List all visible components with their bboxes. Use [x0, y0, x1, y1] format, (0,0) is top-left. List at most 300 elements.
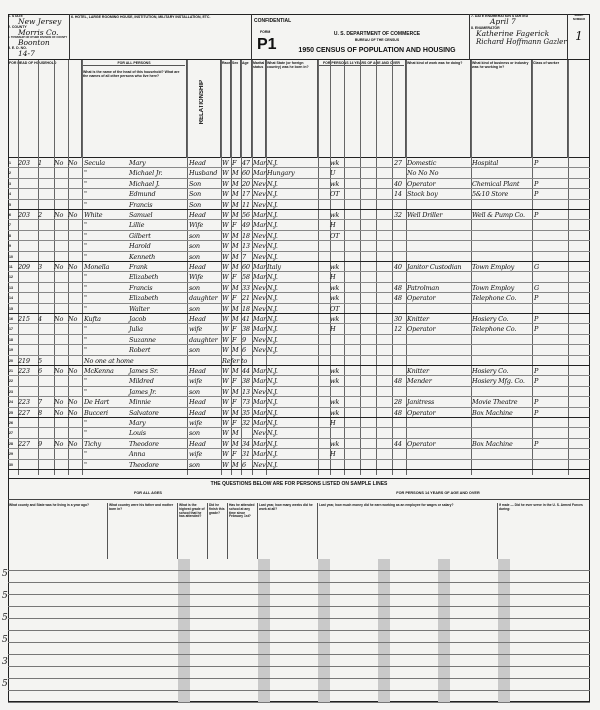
- shaded-code-box: [378, 595, 390, 606]
- cell-given: Anna: [129, 450, 146, 459]
- cell-mar: Mar: [253, 367, 267, 375]
- cell-acre: No: [68, 263, 78, 271]
- cell-rel: Head: [189, 408, 206, 417]
- line-number: 18: [9, 337, 13, 342]
- table-row: [8, 179, 590, 189]
- cell-acre: No: [68, 439, 78, 448]
- relationship-label: RELATIONSHIP: [199, 80, 205, 125]
- age-header: [241, 60, 252, 158]
- shaded-code-box: [498, 583, 510, 594]
- form-number: P1: [257, 36, 277, 53]
- shaded-code-box: [498, 571, 510, 582]
- shaded-code-box: [498, 595, 510, 606]
- line-number: 1: [9, 161, 11, 165]
- line-number: 11: [9, 265, 13, 269]
- line-number: 7: [9, 223, 11, 228]
- cell-hrs: 28: [394, 398, 402, 407]
- cell-code: P: [534, 179, 539, 188]
- cell-race: W: [222, 190, 229, 199]
- cell-occ: Operator: [407, 325, 436, 334]
- date-value: April 7: [490, 17, 516, 26]
- cell-acre: No: [68, 211, 78, 219]
- grade-question: [178, 503, 208, 559]
- cell-hh: 3: [38, 263, 42, 271]
- cell-mar: Nev: [253, 179, 266, 188]
- shaded-code-box: [438, 583, 450, 594]
- cell-occ: Operator: [407, 439, 436, 448]
- cell-bp: N.J.: [267, 304, 278, 313]
- cell-race: W: [222, 252, 229, 261]
- cell-ind: Hospital: [472, 159, 499, 167]
- cell-rel: Head: [189, 315, 206, 323]
- cell-hh: 9: [38, 439, 42, 448]
- line-number: 19: [9, 348, 13, 353]
- cell-mar: Nev: [253, 387, 266, 396]
- age-label: Age: [242, 61, 249, 65]
- form-header: [8, 14, 590, 60]
- cell-age: 20: [242, 179, 250, 188]
- cell-age: 56: [242, 211, 250, 219]
- cell-rel: Wife: [189, 273, 204, 282]
- shaded-code-box: [378, 607, 390, 618]
- table-row: [8, 272, 590, 282]
- shaded-code-box: [318, 691, 330, 702]
- cell-sur: ": [84, 169, 87, 178]
- sheet-number: 1: [575, 29, 583, 43]
- cell-given: Michael Jr.: [129, 169, 163, 178]
- cell-bp: N.J.: [267, 231, 278, 240]
- cell-bp: N.J.: [267, 200, 278, 209]
- cell-ind: Hosiery Co.: [472, 367, 509, 375]
- cell-dw: 203: [18, 159, 30, 167]
- state-label: 1. STATE: [8, 14, 23, 18]
- cell-race: W: [222, 335, 229, 344]
- cell-given: Harold: [129, 242, 151, 251]
- occupation-label: What kind of work was he doing?: [407, 61, 463, 65]
- cell-mar: Mar: [253, 419, 267, 427]
- cell-hrs: 44: [394, 439, 402, 448]
- supervisor-signature: Richard Hoffmann Gazler: [476, 38, 567, 46]
- township-label: 4. TOWNSHIP OR OTHER DIVISION OF COUNTY: [8, 36, 68, 39]
- shaded-code-box: [258, 619, 270, 630]
- cell-rel: Head: [189, 367, 206, 375]
- industry-label: What kind of business or industry was he working in?: [472, 61, 529, 69]
- cell-sur: ": [84, 377, 87, 386]
- title-block: [252, 14, 470, 60]
- cell-mar: Nev: [253, 460, 266, 469]
- shaded-code-box: [438, 595, 450, 606]
- table-row: [8, 200, 590, 210]
- cell-sur: ": [84, 335, 87, 344]
- cell-bp: N.J.: [267, 242, 278, 251]
- cell-age: 58: [242, 273, 250, 282]
- cell-dw: 209: [18, 263, 30, 271]
- cell-acre: No: [68, 159, 78, 167]
- shaded-code-box: [498, 691, 510, 702]
- parents-question-text: What country were his father and mother born in?: [109, 503, 174, 511]
- cell-bp: N.J.: [267, 367, 278, 375]
- cell-bp: N.J.: [267, 315, 278, 323]
- table-row: [8, 449, 590, 459]
- shaded-code-box: [498, 631, 510, 642]
- shaded-code-box: [498, 655, 510, 666]
- cell-bp: N.J.: [267, 387, 278, 396]
- residence-question-text: What county and State was he living in a year ago?: [9, 503, 90, 507]
- shaded-code-box: [378, 643, 390, 654]
- table-row: [8, 335, 590, 345]
- cell-race: W: [222, 294, 229, 303]
- cell-bp: N.J.: [267, 283, 278, 292]
- cell-occ: Stock boy: [407, 190, 438, 199]
- shaded-code-box: [438, 679, 450, 690]
- cell-race: W: [222, 367, 229, 375]
- cell-rel: son: [189, 242, 200, 251]
- table-row: [8, 418, 590, 428]
- cell-mar: Nev: [253, 283, 266, 292]
- cell-hh: 4: [38, 315, 42, 323]
- cell-rel: Head: [189, 211, 206, 219]
- line-number: 12: [9, 275, 13, 280]
- cell-mar: Nev: [253, 304, 266, 313]
- shaded-code-box: [318, 667, 330, 678]
- table-row: [8, 252, 590, 262]
- shaded-code-box: [438, 619, 450, 630]
- shaded-code-box: [318, 619, 330, 630]
- shaded-code-box: [438, 559, 450, 570]
- table-row: [8, 356, 590, 366]
- race-label: Race: [222, 61, 231, 65]
- table-row: [8, 158, 590, 168]
- cell-race: W: [222, 325, 229, 334]
- cell-occ: Operator: [407, 179, 436, 188]
- cell-age: 34: [242, 439, 250, 448]
- sample-row: [8, 679, 590, 691]
- cell-sur: Secula: [84, 159, 105, 167]
- cell-occ: Mender: [407, 377, 432, 386]
- sample-row: [8, 691, 590, 703]
- cell-sur: No one at home: [84, 356, 134, 365]
- cell-age: 60: [242, 263, 250, 271]
- sample-row: [8, 583, 590, 595]
- cell-farm: No: [54, 398, 64, 407]
- shaded-code-box: [258, 655, 270, 666]
- cell-sur: ": [84, 294, 87, 303]
- ed-label: 5. E. D. NO.: [8, 46, 27, 50]
- cell-mar: Mar: [253, 273, 267, 282]
- cell-hrs: 40: [394, 263, 402, 271]
- cell-given: Julia: [129, 325, 143, 334]
- cell-bp: N.J.: [267, 221, 278, 230]
- cell-ind: Well & Pump Co.: [472, 211, 525, 219]
- school-question-text: Has he attended school at any time since February 1st?: [229, 503, 255, 519]
- cell-sur: Tichy: [84, 439, 101, 448]
- shaded-code-box: [498, 679, 510, 690]
- marital-label: Marital status: [253, 61, 265, 69]
- cell-sex: M: [232, 315, 239, 323]
- sample-row: [8, 607, 590, 619]
- cell-given: Salvatore: [129, 408, 159, 417]
- cell-age: 73: [242, 398, 250, 407]
- cell-sur: Kufta: [84, 315, 101, 323]
- cell-code: P: [534, 211, 539, 219]
- cell-sex: F: [232, 294, 237, 303]
- line-number: 29: [9, 452, 13, 457]
- cell-dw: 219: [18, 356, 30, 365]
- shaded-code-box: [258, 691, 270, 702]
- cell-act: H: [330, 221, 336, 230]
- cell-rel: Son: [189, 179, 201, 188]
- table-row: [8, 262, 590, 272]
- sample-row: [8, 559, 590, 571]
- cell-mar: Nev: [253, 252, 266, 261]
- shaded-code-box: [438, 691, 450, 702]
- column-headers: [8, 60, 590, 158]
- cell-code: G: [534, 263, 539, 271]
- cell-bp: N.J.: [267, 252, 278, 261]
- sex-label: Sex: [232, 61, 239, 65]
- table-row: [8, 428, 590, 438]
- cell-sur: ": [84, 200, 87, 209]
- sample-row: [8, 571, 590, 583]
- cell-race: W: [222, 242, 229, 251]
- cell-sex: M: [232, 169, 239, 178]
- cell-age: 11: [242, 200, 250, 209]
- weeks-question: [258, 503, 318, 559]
- cell-given: Walter: [129, 304, 150, 313]
- shaded-code-box: [438, 631, 450, 642]
- line-number: 16: [9, 317, 13, 321]
- race-header: [221, 60, 231, 158]
- cell-given: Frank: [129, 263, 148, 271]
- cell-mar: Nev: [253, 242, 266, 251]
- shaded-code-box: [378, 571, 390, 582]
- cell-sex: M: [232, 429, 239, 438]
- cell-sur: ": [84, 179, 87, 188]
- margin-mark: 3: [2, 657, 8, 667]
- cell-farm: No: [54, 159, 64, 167]
- shaded-code-box: [438, 571, 450, 582]
- cell-bp: N.J.: [267, 335, 278, 344]
- sample-row: [8, 631, 590, 643]
- cell-acre: No: [68, 408, 78, 417]
- cell-bp: N.J.: [267, 377, 278, 386]
- table-row: [8, 189, 590, 199]
- cell-race: W: [222, 283, 229, 292]
- cell-sex: M: [232, 387, 239, 396]
- cell-race: W: [222, 460, 229, 469]
- line-number: 23: [9, 389, 13, 394]
- cell-age: 6: [242, 346, 246, 355]
- cell-sex: M: [232, 179, 239, 188]
- institution-label: 6. HOTEL, LARGE ROOMING HOUSE, INSTITUTION, MILITARY INSTALLATION, ETC.: [71, 15, 211, 19]
- shaded-code-box: [318, 559, 330, 570]
- shaded-code-box: [178, 679, 190, 690]
- cell-race: W: [222, 221, 229, 230]
- section-divider: [8, 499, 590, 500]
- county-label: 2. COUNTY: [8, 25, 27, 29]
- department-title: U. S. DEPARTMENT OF COMMERCE: [333, 31, 421, 37]
- cell-age: 18: [242, 304, 250, 313]
- cell-sex: F: [232, 325, 237, 334]
- county-value: Morris Co.: [18, 28, 59, 37]
- name-question: What is the name of the head of this household? What are the names of all other persons who live here?: [83, 70, 180, 78]
- cell-act: wk: [330, 294, 340, 303]
- cell-sex: F: [232, 159, 237, 167]
- shaded-code-box: [438, 667, 450, 678]
- cell-mar: Mar: [253, 263, 267, 271]
- industry-header: [471, 60, 532, 158]
- cell-code: P: [534, 315, 539, 323]
- class-label: Class of worker: [533, 61, 560, 65]
- shaded-code-box: [498, 559, 510, 570]
- relationship-header: [187, 60, 221, 158]
- cell-ind: Town Employ: [472, 283, 515, 292]
- cell-age: 41: [242, 315, 250, 323]
- cell-sur: ": [84, 346, 87, 355]
- cell-race: W: [222, 179, 229, 188]
- cell-rel: Head: [189, 263, 206, 271]
- cell-given: Mildred: [129, 377, 154, 386]
- cell-age: 60: [242, 169, 250, 178]
- cell-rel: Head: [189, 439, 206, 448]
- cell-sex: M: [232, 439, 239, 448]
- table-row: [8, 283, 590, 293]
- cell-race: W: [222, 408, 229, 417]
- cell-hh: 1: [38, 159, 42, 167]
- cell-race: W: [222, 169, 229, 178]
- household-header: [8, 60, 82, 158]
- cell-rel: Wife: [189, 221, 204, 230]
- cell-given: James Jr.: [129, 387, 157, 396]
- cell-rel: Husband: [189, 169, 218, 178]
- cell-sur: ": [84, 387, 87, 396]
- cell-rel: daughter: [189, 335, 218, 344]
- school-question: [228, 503, 258, 559]
- shaded-code-box: [258, 607, 270, 618]
- birthplace-label: What State (or foreign country) was he born in?: [267, 61, 309, 69]
- table-row: [8, 345, 590, 355]
- shaded-code-box: [498, 643, 510, 654]
- shaded-code-box: [498, 619, 510, 630]
- cell-act: H: [330, 325, 336, 334]
- cell-given: Francis: [129, 200, 153, 209]
- cell-occ: Knitter: [407, 315, 429, 323]
- line-number: 2: [9, 171, 11, 176]
- shaded-code-box: [318, 643, 330, 654]
- table-row: [8, 439, 590, 449]
- cell-age: 32: [242, 419, 250, 427]
- cell-rel: Head: [189, 398, 206, 407]
- cell-occ: Knitter: [407, 367, 429, 375]
- cell-dw: 227: [18, 408, 30, 417]
- sample-row: [8, 643, 590, 655]
- cell-sex: M: [232, 367, 239, 375]
- cell-hh: 5: [38, 356, 42, 365]
- cell-race: W: [222, 450, 229, 459]
- line-number: 28: [9, 441, 13, 446]
- confidential-label: CONFIDENTIAL: [254, 18, 292, 24]
- household-section-label: FOR HEAD OF HOUSEHOLD: [9, 61, 57, 65]
- cell-hrs: 12: [394, 325, 402, 334]
- line-number: 25: [9, 410, 13, 415]
- shaded-code-box: [318, 583, 330, 594]
- table-row: [8, 210, 590, 220]
- shaded-code-box: [178, 583, 190, 594]
- cell-bp: N.J.: [267, 346, 278, 355]
- cell-sur: ": [84, 304, 87, 313]
- cell-hh: 7: [38, 398, 42, 407]
- cell-given: Michael J.: [129, 179, 160, 188]
- shaded-code-box: [258, 643, 270, 654]
- shaded-code-box: [438, 643, 450, 654]
- cell-race: W: [222, 439, 229, 448]
- cell-occ: Operator: [407, 294, 436, 303]
- cell-age: 47: [242, 159, 250, 167]
- shaded-code-box: [438, 655, 450, 666]
- line-number: 13: [9, 285, 13, 290]
- state-value: New Jersey: [18, 17, 62, 26]
- shaded-code-box: [258, 571, 270, 582]
- cell-mar: Nev: [253, 294, 266, 303]
- cell-occ: Domestic: [407, 159, 437, 167]
- cell-hh: 2: [38, 211, 42, 219]
- sample-lines-section: [2, 478, 590, 702]
- cell-ind: Box Machine: [472, 439, 513, 448]
- cell-age: 17: [242, 190, 250, 199]
- sex-header: [231, 60, 241, 158]
- shaded-code-box: [438, 607, 450, 618]
- shaded-code-box: [178, 571, 190, 582]
- cell-bp: N.J.: [267, 159, 278, 167]
- cell-ind: 5&10 Store: [472, 190, 509, 199]
- shaded-code-box: [178, 667, 190, 678]
- table-row: [8, 460, 590, 470]
- table-row: [8, 366, 590, 376]
- shaded-code-box: [258, 583, 270, 594]
- cell-act: wk: [330, 159, 340, 167]
- shaded-code-box: [178, 631, 190, 642]
- shaded-code-box: [318, 607, 330, 618]
- cell-age: 7: [242, 252, 246, 261]
- shaded-code-box: [378, 667, 390, 678]
- cell-sex: M: [232, 263, 239, 271]
- cell-sex: M: [232, 231, 239, 240]
- shaded-code-box: [318, 655, 330, 666]
- cell-sex: F: [232, 335, 237, 344]
- cell-mar: Nev: [253, 335, 266, 344]
- cell-sur: Monella: [84, 263, 110, 271]
- cell-rel: son: [189, 346, 200, 355]
- cell-mar: Mar: [253, 325, 267, 334]
- cell-code: P: [534, 408, 539, 417]
- shaded-code-box: [378, 619, 390, 630]
- cell-code: P: [534, 439, 539, 448]
- veteran-question-text: If male — Did he ever serve in the U. S. Armed Forces during:: [499, 503, 583, 511]
- cell-hh: 6: [38, 367, 42, 375]
- cell-sex: M: [232, 460, 239, 469]
- veteran-question: [498, 503, 590, 559]
- margin-mark: 5: [2, 613, 8, 623]
- cell-sur: ": [84, 190, 87, 199]
- cell-age: 18: [242, 231, 250, 240]
- line-number: 8: [9, 233, 11, 238]
- cell-given: Mary: [129, 159, 146, 167]
- cell-given: Robert: [129, 346, 151, 355]
- income-question: [318, 503, 498, 559]
- cell-ind: Hosiery Co.: [472, 315, 509, 323]
- line-number: 9: [9, 244, 11, 249]
- shaded-code-box: [378, 655, 390, 666]
